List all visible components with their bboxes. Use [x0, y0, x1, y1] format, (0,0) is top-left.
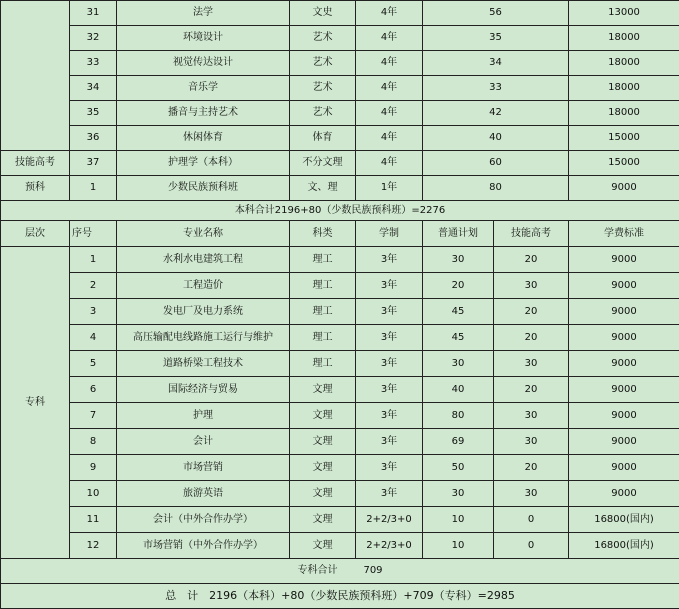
plan-count: 60	[423, 151, 569, 176]
plan-count: 45	[423, 299, 494, 325]
skill-count: 30	[494, 351, 569, 377]
vocational-total-row	[1, 559, 679, 584]
table-row	[1, 26, 679, 51]
tuition-fee: 9000	[569, 377, 679, 403]
header-fee: 学费标准	[569, 221, 679, 247]
row-number: 37	[70, 151, 117, 176]
level-cell	[1, 1, 70, 151]
tuition-fee: 9000	[569, 273, 679, 299]
duration: 4年	[356, 76, 423, 101]
duration: 3年	[356, 325, 423, 351]
duration: 3年	[356, 403, 423, 429]
major-name: 工程造价	[117, 273, 290, 299]
row-number: 33	[70, 51, 117, 76]
major-name: 高压输配电线路施工运行与维护	[117, 325, 290, 351]
category: 艺术	[290, 101, 356, 126]
tuition-fee: 18000	[569, 101, 679, 126]
duration: 4年	[356, 26, 423, 51]
category: 理工	[290, 299, 356, 325]
duration: 2+2/3+0	[356, 507, 423, 533]
row-number: 36	[70, 126, 117, 151]
skill-count: 20	[494, 377, 569, 403]
row-number: 12	[70, 533, 117, 559]
category: 文理	[290, 533, 356, 559]
row-number: 1	[70, 176, 117, 201]
plan-count: 80	[423, 176, 569, 201]
row-number: 35	[70, 101, 117, 126]
tuition-fee: 18000	[569, 51, 679, 76]
tuition-fee: 9000	[569, 455, 679, 481]
plan-count: 30	[423, 247, 494, 273]
category: 艺术	[290, 51, 356, 76]
category: 文理	[290, 481, 356, 507]
duration: 3年	[356, 247, 423, 273]
skill-count: 0	[494, 507, 569, 533]
table-row	[1, 377, 679, 403]
plan-count: 56	[423, 1, 569, 26]
category: 文理	[290, 403, 356, 429]
plan-count: 80	[423, 403, 494, 429]
header-num: 序号	[70, 221, 117, 247]
plan-count: 34	[423, 51, 569, 76]
duration: 1年	[356, 176, 423, 201]
plan-count: 10	[423, 533, 494, 559]
grand-total: 总 计 2196（本科）+80（少数民族预科班）+709（专科）=2985	[1, 584, 679, 609]
table-row	[1, 273, 679, 299]
table-row	[1, 76, 679, 101]
tuition-fee: 15000	[569, 151, 679, 176]
major-name: 播音与主持艺术	[117, 101, 290, 126]
table-row	[1, 403, 679, 429]
duration: 4年	[356, 51, 423, 76]
table-row	[1, 299, 679, 325]
row-number: 11	[70, 507, 117, 533]
category: 文理	[290, 507, 356, 533]
plan-count: 42	[423, 101, 569, 126]
category: 文理	[290, 377, 356, 403]
category: 理工	[290, 325, 356, 351]
header-row	[1, 221, 679, 247]
skill-count: 30	[494, 403, 569, 429]
row-number: 1	[70, 247, 117, 273]
duration: 3年	[356, 429, 423, 455]
row-number: 5	[70, 351, 117, 377]
row-number: 9	[70, 455, 117, 481]
tuition-fee: 18000	[569, 26, 679, 51]
major-name: 环境设计	[117, 26, 290, 51]
row-number: 8	[70, 429, 117, 455]
tuition-fee: 9000	[569, 247, 679, 273]
grand-total-row	[1, 584, 679, 609]
table-row	[1, 101, 679, 126]
major-name: 旅游英语	[117, 481, 290, 507]
major-name: 视觉传达设计	[117, 51, 290, 76]
major-name: 护理学（本科）	[117, 151, 290, 176]
category: 理工	[290, 351, 356, 377]
tuition-fee: 9000	[569, 325, 679, 351]
duration: 4年	[356, 101, 423, 126]
tuition-fee: 9000	[569, 299, 679, 325]
tuition-fee: 9000	[569, 403, 679, 429]
level-cell: 技能高考	[1, 151, 70, 176]
category: 文理	[290, 429, 356, 455]
tuition-fee: 18000	[569, 76, 679, 101]
plan-count: 20	[423, 273, 494, 299]
skill-count: 20	[494, 455, 569, 481]
table-row	[1, 455, 679, 481]
major-name: 发电厂及电力系统	[117, 299, 290, 325]
tuition-fee: 13000	[569, 1, 679, 26]
row-number: 34	[70, 76, 117, 101]
category: 艺术	[290, 26, 356, 51]
table-row	[1, 481, 679, 507]
duration: 2+2/3+0	[356, 533, 423, 559]
skill-count: 30	[494, 429, 569, 455]
duration: 4年	[356, 126, 423, 151]
category: 文理	[290, 455, 356, 481]
category: 不分文理	[290, 151, 356, 176]
duration: 3年	[356, 273, 423, 299]
plan-count: 30	[423, 351, 494, 377]
major-name: 市场营销（中外合作办学）	[117, 533, 290, 559]
vocational-total-label: 专科合计	[297, 565, 337, 576]
skill-count: 30	[494, 481, 569, 507]
table-row	[1, 151, 679, 176]
row-number: 2	[70, 273, 117, 299]
skill-count: 20	[494, 325, 569, 351]
major-name: 水利水电建筑工程	[117, 247, 290, 273]
major-name: 国际经济与贸易	[117, 377, 290, 403]
duration: 3年	[356, 351, 423, 377]
table-row	[1, 1, 679, 26]
row-number: 4	[70, 325, 117, 351]
row-number: 3	[70, 299, 117, 325]
table-row	[1, 351, 679, 377]
header-category: 科类	[290, 221, 356, 247]
row-number: 7	[70, 403, 117, 429]
major-name: 会计	[117, 429, 290, 455]
vocational-total	[1, 559, 679, 584]
plan-count: 40	[423, 377, 494, 403]
major-name: 音乐学	[117, 76, 290, 101]
header-level: 层次	[1, 221, 70, 247]
plan-count: 50	[423, 455, 494, 481]
row-number: 32	[70, 26, 117, 51]
table-row	[1, 325, 679, 351]
header-plan: 普通计划	[423, 221, 494, 247]
duration: 3年	[356, 455, 423, 481]
category: 文史	[290, 1, 356, 26]
tuition-fee: 16800(国内)	[569, 507, 679, 533]
major-name: 会计（中外合作办学）	[117, 507, 290, 533]
skill-count: 20	[494, 247, 569, 273]
table-row	[1, 176, 679, 201]
table-row	[1, 247, 679, 273]
row-number: 31	[70, 1, 117, 26]
undergrad-total: 本科合计2196+80（少数民族预科班）=2276	[1, 201, 679, 221]
header-skill: 技能高考	[494, 221, 569, 247]
plan-count: 35	[423, 26, 569, 51]
vocational-total-value: 709	[363, 565, 382, 576]
major-name: 休闲体育	[117, 126, 290, 151]
row-number: 10	[70, 481, 117, 507]
skill-count: 0	[494, 533, 569, 559]
major-name: 道路桥梁工程技术	[117, 351, 290, 377]
category: 体育	[290, 126, 356, 151]
duration: 3年	[356, 377, 423, 403]
tuition-fee: 9000	[569, 429, 679, 455]
table-row	[1, 507, 679, 533]
table-row	[1, 533, 679, 559]
plan-count: 45	[423, 325, 494, 351]
duration: 4年	[356, 1, 423, 26]
skill-count: 30	[494, 273, 569, 299]
table-row	[1, 126, 679, 151]
plan-count: 40	[423, 126, 569, 151]
vocational-level: 专科	[1, 247, 70, 559]
skill-count: 20	[494, 299, 569, 325]
duration: 3年	[356, 481, 423, 507]
header-duration: 学制	[356, 221, 423, 247]
major-name: 护理	[117, 403, 290, 429]
tuition-fee: 15000	[569, 126, 679, 151]
header-name: 专业名称	[117, 221, 290, 247]
tuition-fee: 16800(国内)	[569, 533, 679, 559]
undergrad-total-row	[1, 201, 679, 221]
plan-count: 10	[423, 507, 494, 533]
table-row	[1, 51, 679, 76]
plan-count: 30	[423, 481, 494, 507]
duration: 3年	[356, 299, 423, 325]
level-cell: 预科	[1, 176, 70, 201]
category: 艺术	[290, 76, 356, 101]
category: 理工	[290, 247, 356, 273]
plan-count: 33	[423, 76, 569, 101]
plan-count: 69	[423, 429, 494, 455]
tuition-fee: 9000	[569, 351, 679, 377]
tuition-fee: 9000	[569, 176, 679, 201]
major-name: 市场营销	[117, 455, 290, 481]
category: 理工	[290, 273, 356, 299]
table-row	[1, 429, 679, 455]
tuition-fee: 9000	[569, 481, 679, 507]
major-name: 少数民族预科班	[117, 176, 290, 201]
major-name: 法学	[117, 1, 290, 26]
duration: 4年	[356, 151, 423, 176]
row-number: 6	[70, 377, 117, 403]
category: 文、理	[290, 176, 356, 201]
